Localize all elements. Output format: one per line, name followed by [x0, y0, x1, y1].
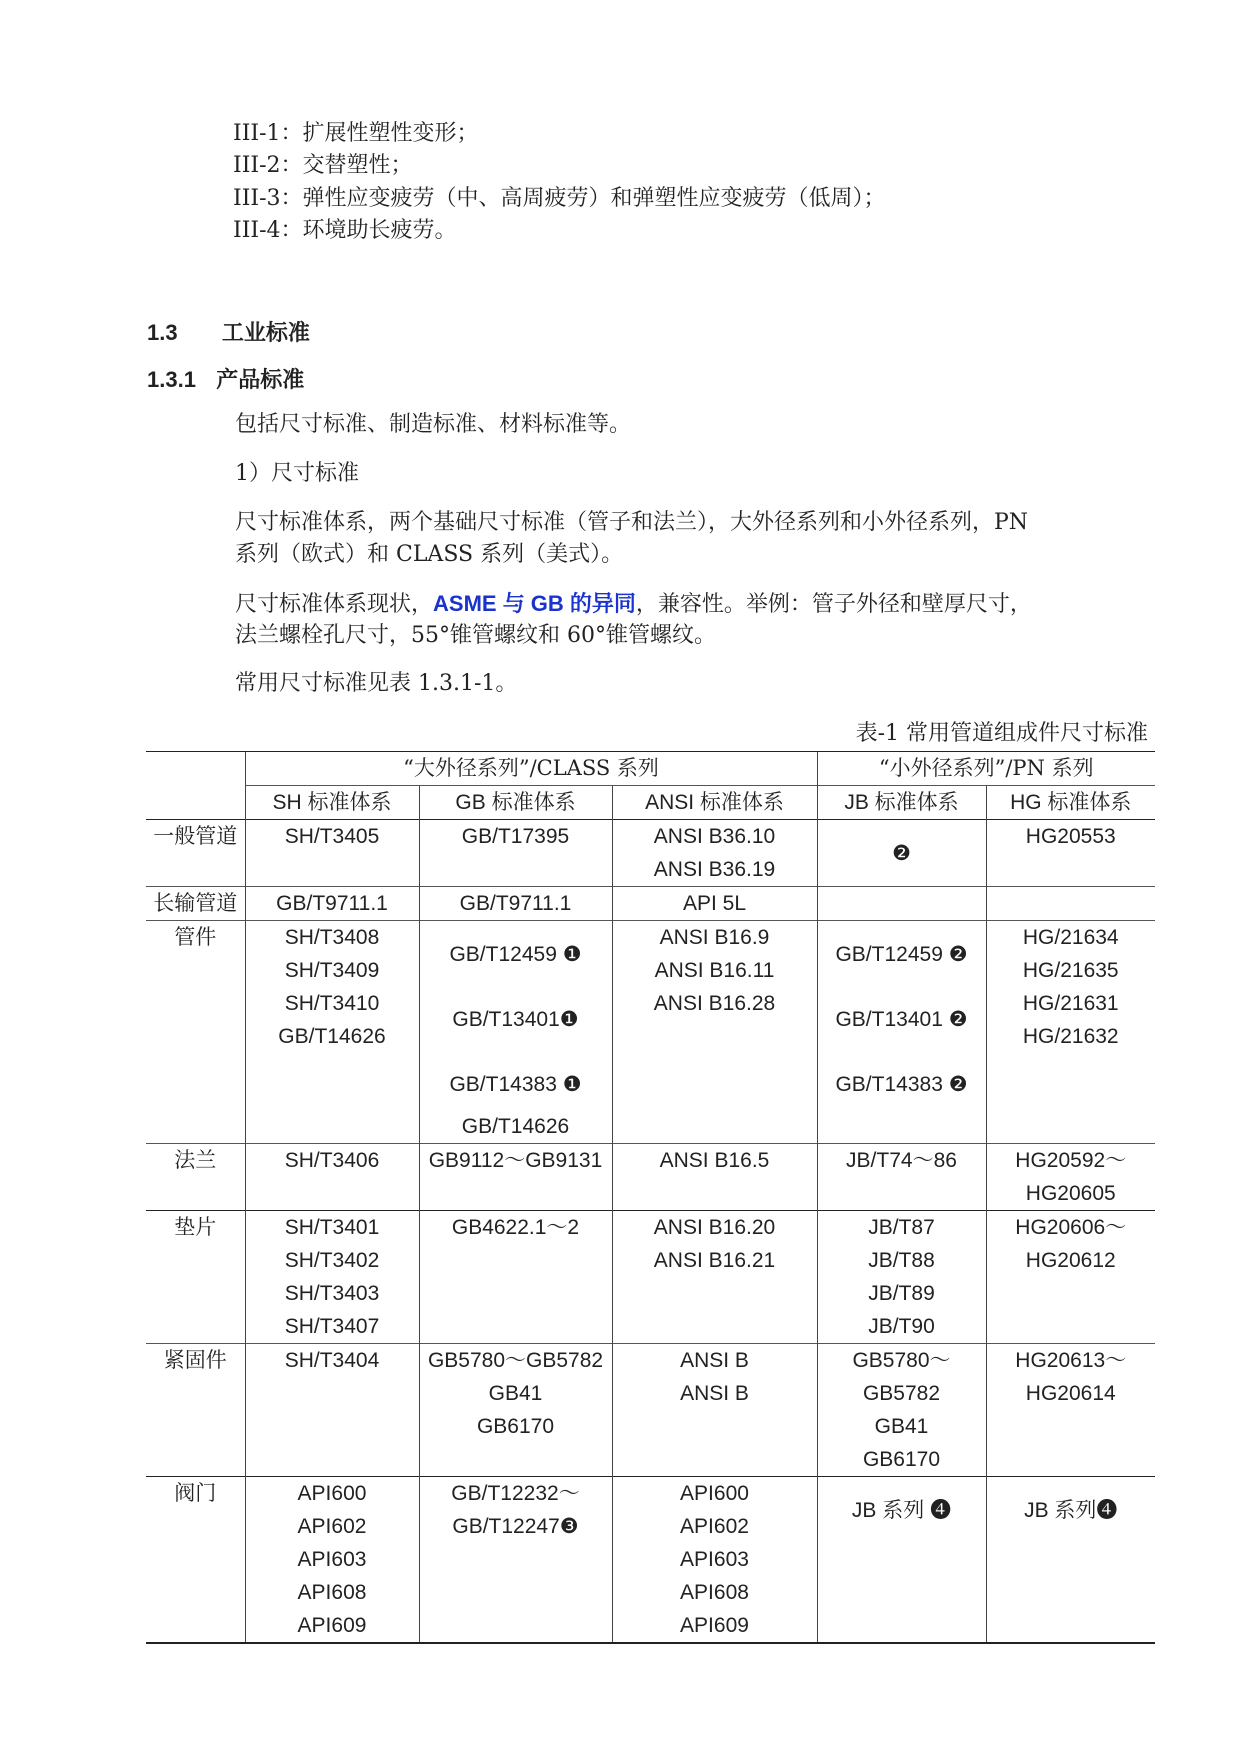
- table-header-group-row: [146, 752, 1155, 786]
- section-heading: [147, 316, 310, 347]
- table-row-fastener: [146, 1344, 1155, 1477]
- paragraph-table-ref: 常用尺寸标准见表 1.3.1-1。: [235, 671, 518, 696]
- cell-value: ANSI B16.11: [654, 959, 775, 982]
- header-ansi: ANSI 标准体系: [612, 786, 817, 820]
- cell-value: HG/21632: [1022, 1025, 1119, 1048]
- cell-value: ANSI B: [680, 1349, 749, 1372]
- cell-value: API608: [680, 1581, 749, 1604]
- header-large-diameter: “大外径系列”/CLASS 系列: [245, 752, 817, 786]
- header-gb: GB 标准体系: [419, 786, 612, 820]
- section-title: 工业标准: [221, 320, 310, 345]
- cell-value: ANSI B16.21: [653, 1249, 776, 1272]
- paragraph-status-line2: 法兰螺栓孔尺寸，55°锥管螺纹和 60°锥管螺纹。: [235, 623, 716, 648]
- cell-value: JB/T88: [868, 1249, 935, 1272]
- cell-value: GB/T12459 ❷: [835, 943, 968, 966]
- cell-value: API603: [297, 1548, 367, 1571]
- cell-value: JB/T87: [868, 1216, 935, 1239]
- cell-value: GB5782: [862, 1382, 941, 1405]
- cell-value: SH/T3402: [284, 1249, 380, 1272]
- cell-value: HG/21635: [1022, 959, 1119, 982]
- paragraph-system-line1: 尺寸标准体系，两个基础尺寸标准（管子和法兰），大外径系列和小外径系列，PN: [235, 510, 1029, 535]
- header-empty-cell-2: [146, 786, 245, 820]
- cell-value: JB 系列 ❹: [851, 1499, 952, 1522]
- cell-value: API600: [680, 1482, 749, 1505]
- paragraph-dimension-heading: 1）尺寸标准: [235, 461, 359, 486]
- cell-value: HG20606～: [1015, 1216, 1127, 1239]
- table-caption: 表-1 常用管道组成件尺寸标准: [855, 721, 1148, 746]
- cell-value: GB/T13401❶: [452, 1008, 579, 1031]
- row-label: 紧固件: [146, 1344, 245, 1477]
- cell-value: ANSI B16.5: [659, 1149, 770, 1172]
- cell-value: SH/T3406: [284, 1149, 380, 1172]
- cell-value: API603: [680, 1548, 749, 1571]
- asme-gb-highlight: ASME 与 GB 的异同: [433, 591, 636, 616]
- cell-value: API608: [297, 1581, 367, 1604]
- cell-value: HG20592～: [1015, 1149, 1127, 1172]
- cell-value: GB/T14626: [278, 1025, 386, 1048]
- cell-value: GB/T12232～: [451, 1482, 580, 1505]
- standards-table: [146, 751, 1155, 1644]
- cell-value: GB/T17395: [461, 825, 570, 848]
- row-label: 长输管道: [146, 887, 245, 921]
- cell-value: ANSI B: [680, 1382, 749, 1405]
- row-label: 法兰: [146, 1144, 245, 1211]
- paragraph-system-line2: 系列（欧式）和 CLASS 系列（美式）。: [235, 542, 624, 567]
- cell-value: GB6170: [862, 1448, 941, 1471]
- table-row-gasket: [146, 1211, 1155, 1344]
- cell-value: GB9112～GB9131: [428, 1149, 603, 1172]
- cell-value: HG/21634: [1022, 926, 1119, 949]
- row-label: 垫片: [146, 1211, 245, 1344]
- cell-value: JB/T89: [868, 1282, 935, 1305]
- cell-value: HG20612: [1025, 1249, 1116, 1272]
- cell-value: ANSI B16.20: [653, 1216, 776, 1239]
- cell-value: API602: [297, 1515, 367, 1538]
- header-small-diameter: “小外径系列”/PN 系列: [817, 752, 1155, 786]
- table-row-fittings: [146, 921, 1155, 1144]
- cell-value: HG/21631: [1022, 992, 1119, 1015]
- cell-value: SH/T3404: [284, 1349, 380, 1372]
- cell-value: HG20614: [1025, 1382, 1116, 1405]
- paragraph-scope: 包括尺寸标准、制造标准、材料标准等。: [235, 412, 632, 437]
- cell-value: SH/T3401: [284, 1216, 380, 1239]
- cell-value: JB/T90: [868, 1315, 935, 1338]
- cell-value: GB41: [488, 1382, 543, 1405]
- row-label: 一般管道: [146, 820, 245, 887]
- header-jb: JB 标准体系: [817, 786, 986, 820]
- subsection-heading: [147, 363, 304, 394]
- cell-value: ANSI B16.28: [653, 992, 776, 1015]
- cell-value: GB/T14626: [461, 1115, 570, 1138]
- cell-value: SH/T3410: [284, 992, 380, 1015]
- cell-value: GB/T14383 ❶: [449, 1073, 582, 1096]
- cell-value: GB/T9711.1: [276, 892, 388, 915]
- cell-value: GB/T13401 ❷: [835, 1008, 968, 1031]
- cell-value: GB4622.1～2: [451, 1216, 580, 1239]
- row-label: 管件: [146, 921, 245, 1144]
- cell-value: ANSI B36.19: [653, 858, 776, 881]
- status-text-post: ，兼容性。举例：管子外径和壁厚尺寸，: [635, 592, 1032, 617]
- cell-value: GB41: [874, 1415, 929, 1438]
- table-row-general-pipe: [146, 820, 1155, 887]
- cell-value: API 5L: [682, 892, 747, 915]
- cell-value: API609: [297, 1614, 367, 1637]
- subsection-title: 产品标准: [216, 367, 305, 392]
- intro-line-2: III-2：交替塑性；: [233, 153, 413, 178]
- cell-value: GB5780～: [852, 1349, 951, 1372]
- intro-line-1: III-1：扩展性塑性变形；: [233, 121, 479, 146]
- cell-value: SH/T3403: [284, 1282, 380, 1305]
- cell-value: API602: [680, 1515, 749, 1538]
- cell-value: API600: [297, 1482, 367, 1505]
- intro-line-3: III-3：弹性应变疲劳（中、高周疲劳）和弹塑性应变疲劳（低周）；: [233, 186, 886, 211]
- header-hg: HG 标准体系: [986, 786, 1155, 820]
- cell-value: GB/T12459 ❶: [449, 943, 582, 966]
- cell-value: SH/T3407: [284, 1315, 380, 1338]
- paragraph-status-line1: [235, 589, 1032, 620]
- table-header-column-row: [146, 786, 1155, 820]
- cell-value: GB/T14383 ❷: [835, 1073, 968, 1096]
- cell-value: JB 系列❹: [1024, 1499, 1118, 1522]
- header-empty-cell: [146, 752, 245, 786]
- table-row-flange: [146, 1144, 1155, 1211]
- cell-value: GB5780～GB5782: [427, 1349, 604, 1372]
- status-text-pre: 尺寸标准体系现状，: [235, 592, 434, 617]
- note-marker: ❷: [892, 841, 911, 865]
- intro-line-4: III-4：环境助长疲劳。: [233, 218, 457, 243]
- cell-value: GB/T9711.1: [459, 892, 572, 915]
- cell-value: HG20613～: [1015, 1349, 1127, 1372]
- subsection-number: 1.3.1: [147, 367, 196, 392]
- table-row-valve: [146, 1477, 1155, 1644]
- cell-value: GB/T12247❸: [452, 1515, 579, 1538]
- table-row-long-pipeline: [146, 887, 1155, 921]
- row-label: 阀门: [146, 1477, 245, 1644]
- section-number: 1.3: [147, 320, 178, 345]
- cell-value: GB6170: [476, 1415, 555, 1438]
- cell-value: JB/T74～86: [846, 1149, 957, 1172]
- cell-value: SH/T3405: [284, 825, 380, 848]
- cell-value: ANSI B16.9: [659, 926, 770, 949]
- cell-value: HG20605: [1025, 1182, 1116, 1205]
- cell-value: HG20553: [1025, 825, 1116, 848]
- cell-value: SH/T3408: [284, 926, 380, 949]
- cell-value: API609: [680, 1614, 749, 1637]
- header-sh: SH 标准体系: [245, 786, 419, 820]
- cell-value: SH/T3409: [284, 959, 380, 982]
- cell-value: ANSI B36.10: [653, 825, 776, 848]
